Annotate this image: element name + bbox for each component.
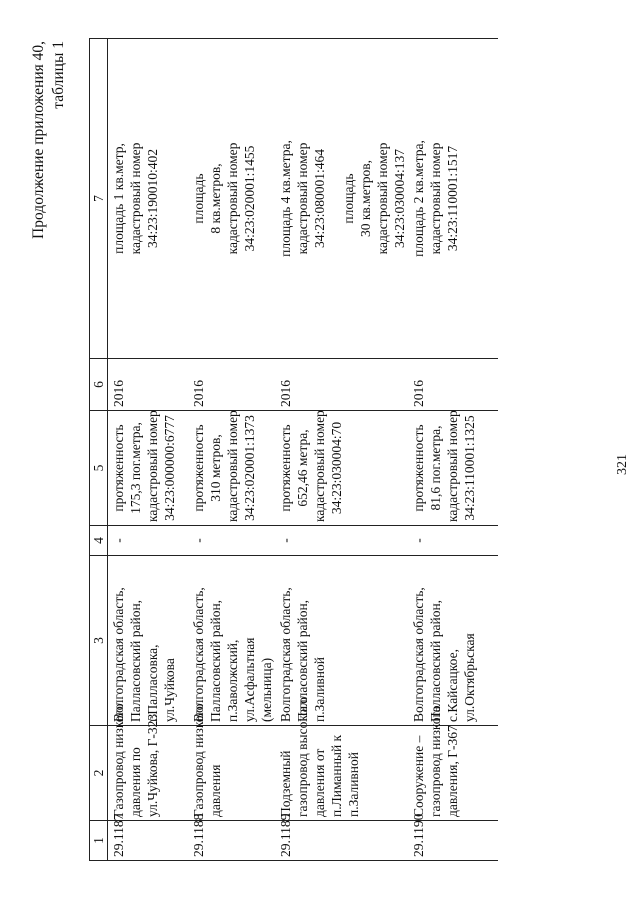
land-plot-info: площадь 2 кв.метра, кадастровый номер 34:23:110001:1517: [408, 39, 498, 359]
row-number: 29.1187: [108, 821, 189, 861]
column-header: 4: [90, 526, 108, 556]
land-plot-info: площадь 4 кв.метра, кадастровый номер 34:23:080001:464 площадь 30 кв.метров, кадастровый номер 34:23:030004:137: [275, 39, 408, 359]
object-characteristics: протяженность 652,46 метра, кадастровый номер 34:23:030004:70: [275, 411, 408, 526]
land-plot-info: площадь 1 кв.метр, кадастровый номер 34:23:190010:402: [108, 39, 189, 359]
column-header: 1: [90, 821, 108, 861]
row-number: 29.1189: [275, 821, 408, 861]
land-plot-info: площадь 8 кв.метров, кадастровый номер 34:23:020001:1455: [188, 39, 275, 359]
continuation-subtitle: таблицы 1: [50, 41, 67, 109]
row-number: 29.1190: [408, 821, 498, 861]
year: 2016: [188, 359, 275, 411]
year: 2016: [275, 359, 408, 411]
object-name: Сооружение – газопровод низкого давления, Г-367: [408, 726, 498, 821]
table-row: [188, 39, 275, 861]
row-number: 29.1188: [188, 821, 275, 861]
object-address: Волгоградская область, Палласовский район, с.Кайсацкое, ул.Октябрьская: [408, 556, 498, 726]
table-row: [108, 39, 189, 861]
column-header: 3: [90, 556, 108, 726]
object-name: Газопровод низкого давления: [188, 726, 275, 821]
table-row: [408, 39, 498, 861]
column-4-value: -: [108, 526, 189, 556]
registry-table: [89, 38, 498, 861]
column-header: 5: [90, 411, 108, 526]
object-characteristics: протяженность 81,6 пог.метра, кадастровый номер 34:23:110001:1325: [408, 411, 498, 526]
object-address: Волгоградская область, Палласовский район, п.Заливной: [275, 556, 408, 726]
column-4-value: -: [275, 526, 408, 556]
year: 2016: [108, 359, 189, 411]
continuation-title: Продолжение приложения 40,: [30, 41, 47, 239]
year: 2016: [408, 359, 498, 411]
column-header: 2: [90, 726, 108, 821]
object-name: Подземный газопровод высокого давления от п.Лиманный к п.Заливной: [275, 726, 408, 821]
table-row: [275, 39, 408, 861]
column-header: 6: [90, 359, 108, 411]
page-number: 321: [615, 454, 630, 475]
object-characteristics: протяженность 310 метров, кадастровый номер 34:23:020001:1373: [188, 411, 275, 526]
object-address: Волгоградская область, Палласовский район, п.Заволжский, ул.Асфальтная (мельница): [188, 556, 275, 726]
object-name: Газопровод низкого давления по ул.Чуйкова, Г-323: [108, 726, 189, 821]
object-characteristics: протяженность 175,3 пог.метра, кадастровый номер 34:23:000000:6777: [108, 411, 189, 526]
column-header: 7: [90, 39, 108, 359]
column-4-value: -: [188, 526, 275, 556]
object-address: Волгоградская область, Палласовский район, г.Палласовка, ул.Чуйкова: [108, 556, 189, 726]
column-4-value: -: [408, 526, 498, 556]
header-row: [90, 39, 108, 861]
